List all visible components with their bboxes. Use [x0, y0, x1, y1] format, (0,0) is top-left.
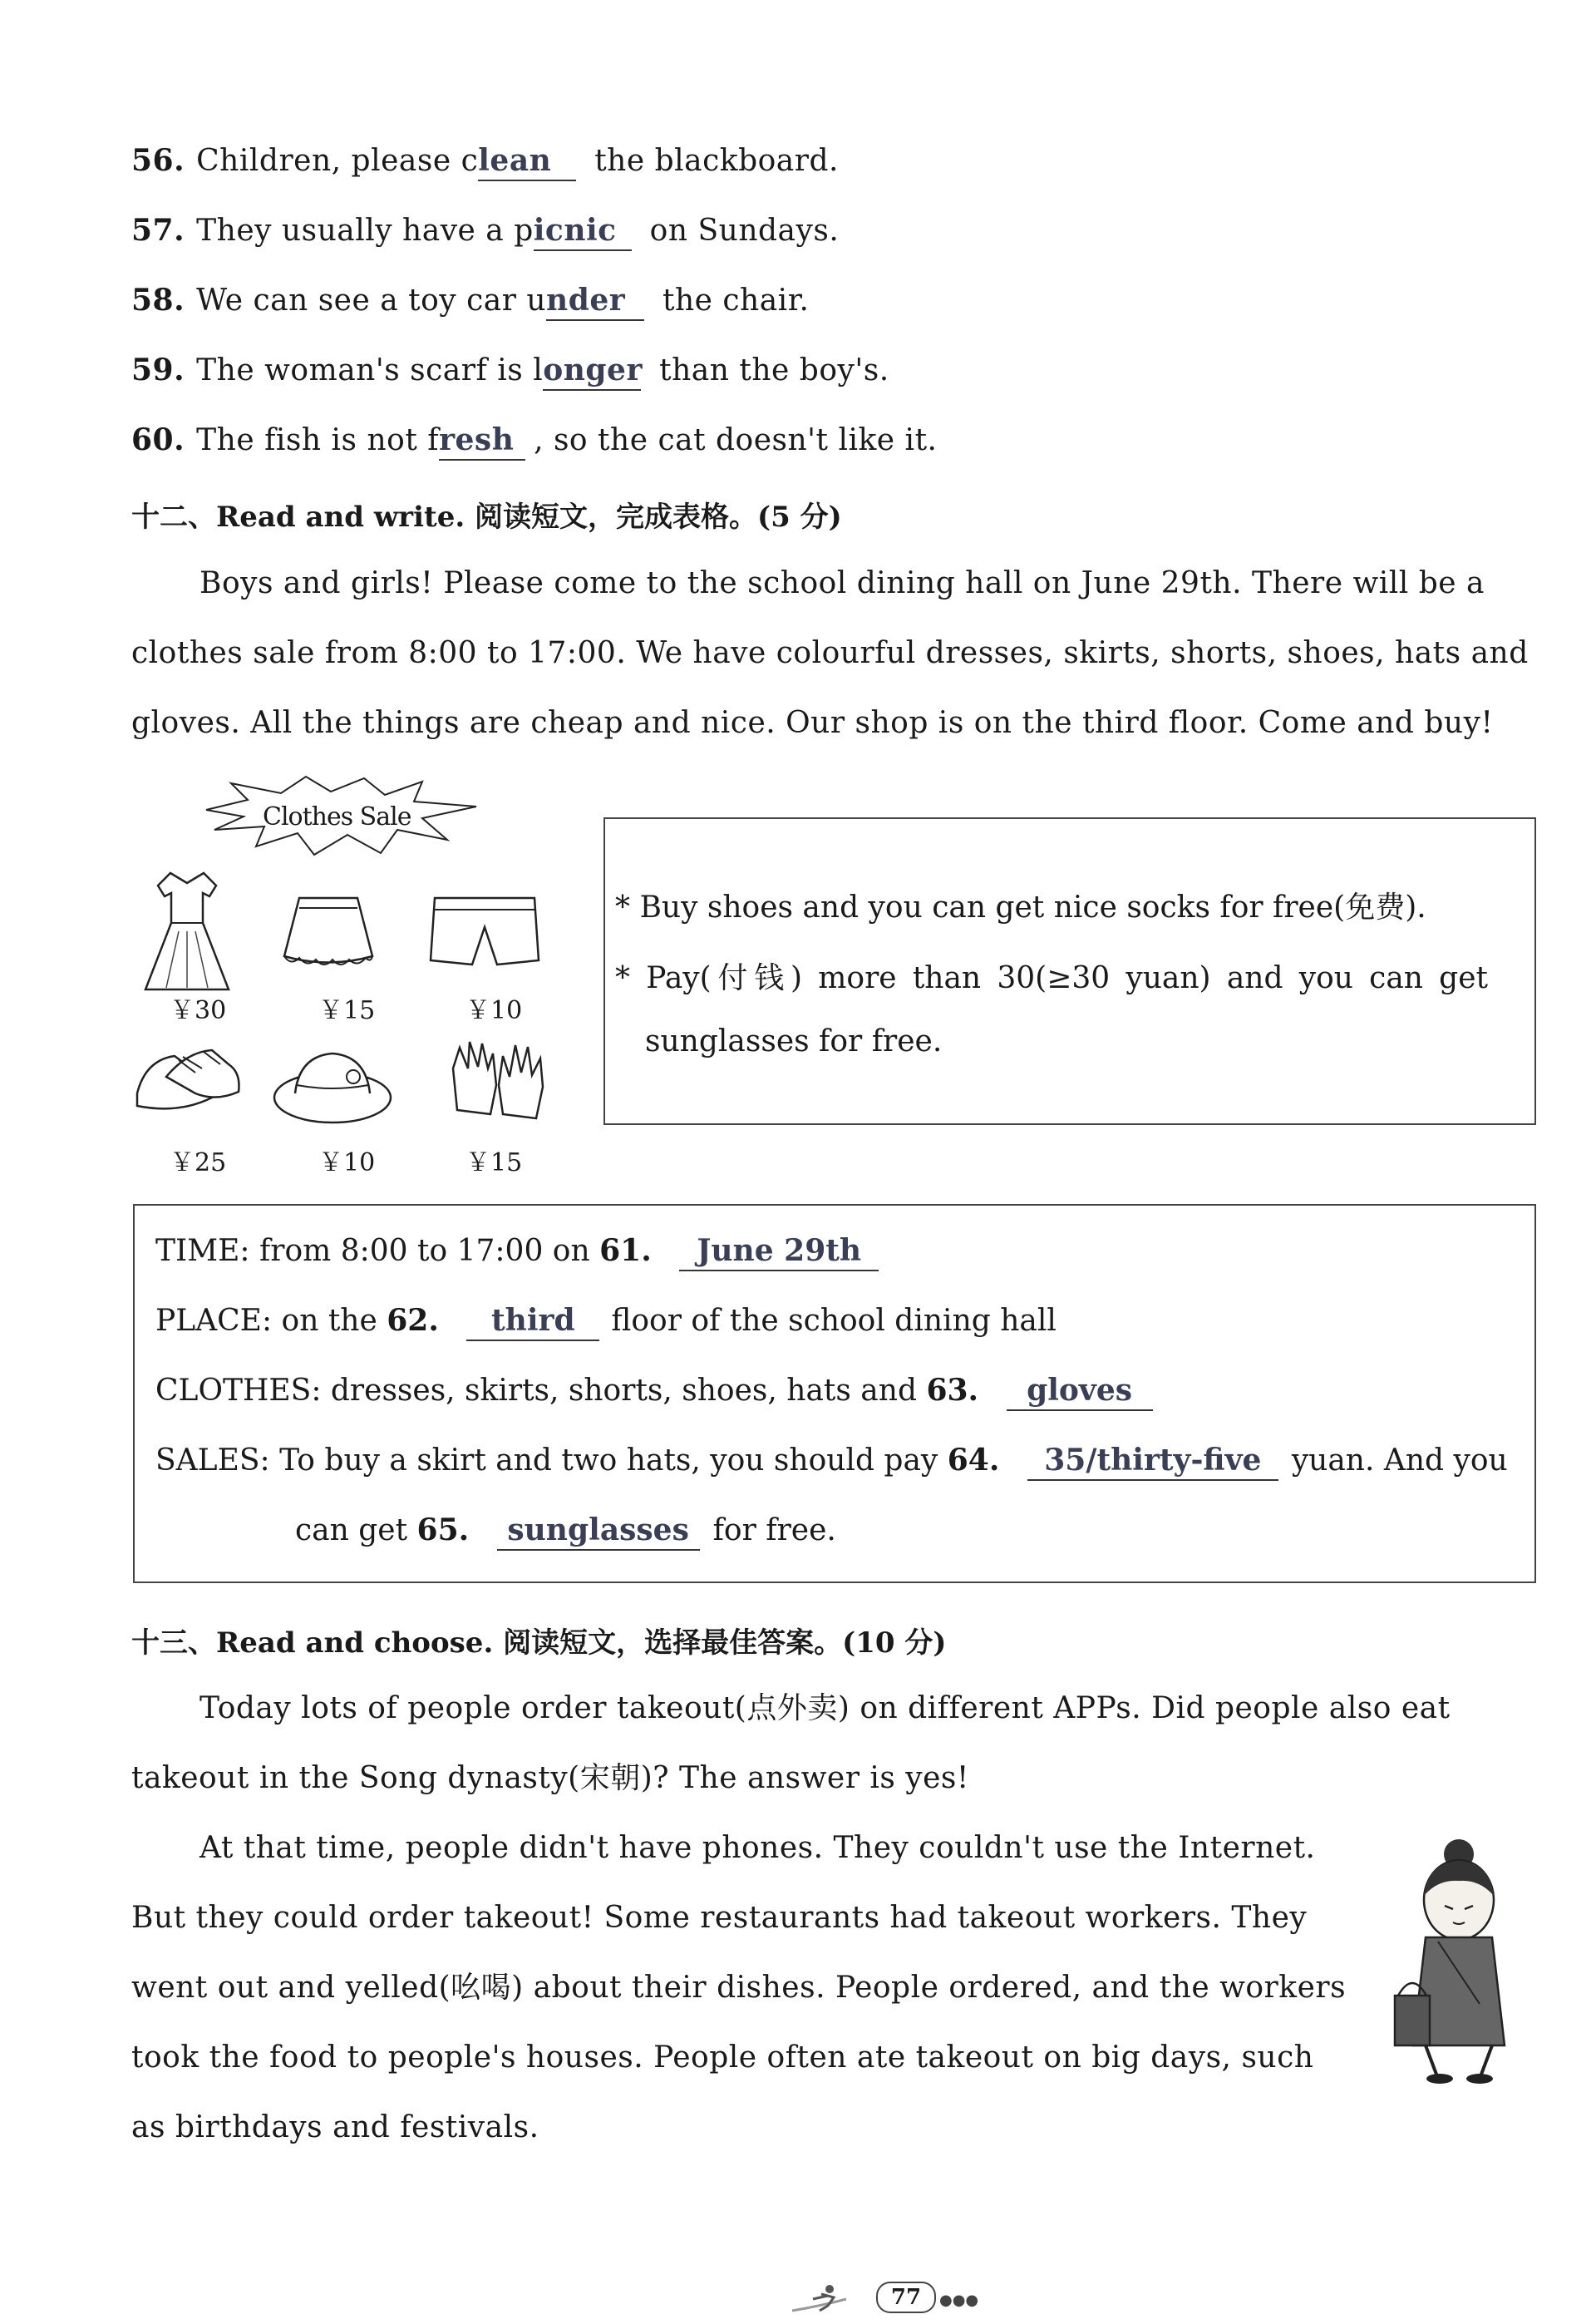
price-shorts: ￥10: [465, 996, 523, 1025]
hat-icon: [270, 1044, 395, 1127]
gloves-icon: [445, 1035, 553, 1127]
answer-61: June 29th: [679, 1233, 879, 1271]
section-12-passage: Boys and girls! Please come to the school dining hall on June 29th. There will be a clothes sale from 8:00 to 17:00. We have colourful dresses, skirts, shorts, shoes, hats and gloves. All the things are cheap and nice. Our shop is on the third floor. Come and buy!: [131, 566, 1529, 740]
skirt-icon: [274, 890, 382, 981]
fill-item-59: 59. The woman's scarf is longer than the boy's.: [131, 353, 889, 391]
row-time: TIME: from 8:00 to 17:00 on 61. June 29th: [155, 1233, 879, 1271]
dress-icon: [133, 865, 241, 1006]
answer-blank: lean: [478, 143, 576, 181]
shorts-icon: [422, 890, 547, 981]
answer-62: third: [466, 1303, 599, 1341]
fill-item-60: 60. The fish is not fresh , so the cat doesn't like it.: [131, 422, 937, 461]
answer-63: gloves: [1007, 1373, 1153, 1411]
offer-socks: * Buy shoes and you can get nice socks for free(免费).: [615, 891, 1426, 925]
clothes-sale-label: Clothes Sale: [263, 802, 411, 831]
answer-64: 35/thirty-five: [1027, 1443, 1278, 1481]
answer-blank: onger: [543, 353, 641, 391]
section-13-para-1: Today lots of people order takeout(点外卖) on different APPs. Did people also eat takeout in the Song dynasty(宋朝)? The answer is yes!: [131, 1691, 1451, 1795]
dots-decoration: ●●●: [939, 2292, 979, 2309]
answer-blank: icnic: [534, 213, 632, 251]
fill-item-57: 57. They usually have a picnic on Sundays.: [131, 213, 839, 251]
answer-blank: nder: [546, 283, 644, 321]
shoes-icon: [129, 1035, 245, 1127]
row-sales: SALES: To buy a skirt and two hats, you should pay 64. 35/thirty-five yuan. And you: [155, 1443, 1508, 1481]
price-hat: ￥10: [318, 1148, 376, 1177]
price-dress: ￥30: [170, 996, 227, 1025]
price-shoes: ￥25: [170, 1148, 227, 1177]
takeout-worker-illustration: [1380, 1829, 1538, 2087]
runner-logo-icon: [788, 2282, 855, 2316]
row-clothes: CLOTHES: dresses, skirts, shorts, shoes, hats and 63. gloves: [155, 1373, 1153, 1411]
fill-item-56: 56. Children, please clean the blackboard.: [131, 143, 839, 181]
section-13-title: 十三、Read and choose. 阅读短文，选择最佳答案。(10 分): [131, 1626, 947, 1660]
offer-sunglasses: * Pay(付钱) more than 30(≥30 yuan) and you can get: [615, 961, 1488, 995]
section-13-para-2: At that time, people didn't have phones. They couldn't use the Internet. But they could order takeout! Some restaurants had takeout workers. They went out and yelled(吆喝) about their dishes. People ordered, and the workers took the food to people's houses. People often ate takeout on big days, such as birthdays and festivals.: [131, 1831, 1347, 2144]
answer-blank: resh: [439, 422, 525, 461]
answer-65: sunglasses: [497, 1512, 700, 1551]
row-place: PLACE: on the 62. third floor of the school dining hall: [155, 1303, 1057, 1341]
offer-sunglasses-cont: sunglasses for free.: [645, 1024, 943, 1058]
fill-item-58: 58. We can see a toy car under the chair.: [131, 283, 809, 321]
page-number: 77: [876, 2282, 936, 2313]
row-get: can get 65. sunglasses for free.: [295, 1512, 836, 1551]
section-12-title: 十二、Read and write. 阅读短文，完成表格。(5 分): [131, 501, 842, 534]
price-gloves: ￥15: [465, 1148, 523, 1177]
price-skirt: ￥15: [318, 996, 376, 1025]
